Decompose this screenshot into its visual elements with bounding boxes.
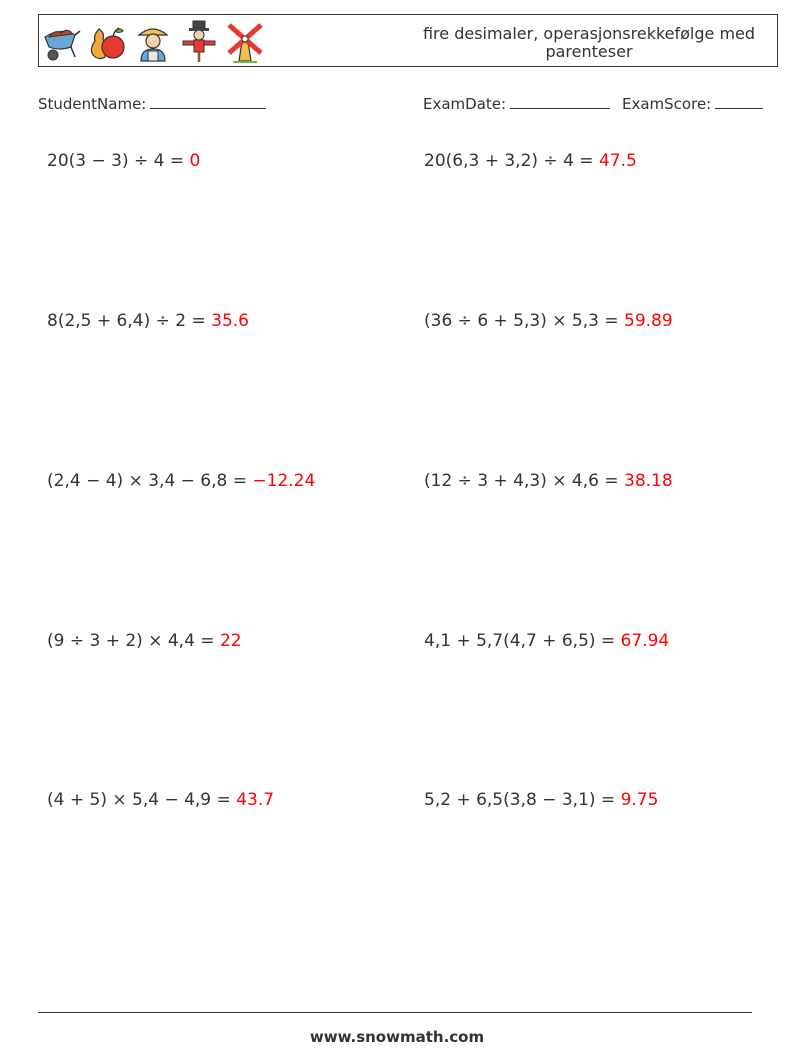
worksheet-header — [38, 14, 778, 67]
problem-8 — [424, 631, 669, 651]
worksheet-title: fire desimaler, operasjonsrekkefølge med parenteser — [422, 24, 756, 61]
exam-date-blank[interactable] — [510, 94, 610, 109]
exam-score-blank[interactable] — [715, 94, 763, 109]
exam-score-field — [622, 94, 763, 113]
fruit-icon — [87, 19, 127, 63]
windmill-icon — [225, 19, 265, 63]
problem-expression: (2,4 − 4) × 3,4 − 6,8 = — [47, 471, 253, 491]
problem-answer: 22 — [219, 631, 242, 651]
problem-answer: 35.6 — [211, 311, 249, 331]
problem-answer: 43.7 — [236, 790, 275, 810]
problem-expression: 5,2 + 6,5(3,8 − 3,1) = — [424, 790, 621, 810]
footer-url[interactable]: www.snowmath.com — [309, 1028, 485, 1046]
farmer-icon — [133, 19, 173, 63]
problem-6 — [424, 471, 673, 491]
student-name-field — [38, 94, 266, 113]
problem-expression: (4 + 5) × 5,4 − 4,9 = — [47, 790, 237, 810]
footer-divider — [38, 1012, 752, 1013]
problem-expression: (12 ÷ 3 + 4,3) × 4,6 = — [424, 471, 624, 491]
problem-3 — [47, 311, 249, 331]
problem-answer: 67.94 — [620, 631, 670, 651]
exam-score-label: ExamScore: — [622, 95, 712, 113]
problem-expression: 20(3 − 3) ÷ 4 = — [47, 151, 190, 171]
scarecrow-icon — [179, 19, 219, 63]
problem-answer: 0 — [189, 151, 201, 171]
student-name-blank[interactable] — [150, 94, 266, 109]
problem-expression: 8(2,5 + 6,4) ÷ 2 = — [47, 311, 212, 331]
problem-answer: 38.18 — [624, 471, 673, 491]
problem-expression: 20(6,3 + 3,2) ÷ 4 = — [424, 151, 599, 171]
problem-expression: (36 ÷ 6 + 5,3) × 5,3 = — [424, 311, 624, 331]
student-name-label: StudentName: — [38, 95, 147, 113]
header-icons — [41, 19, 265, 63]
exam-date-label: ExamDate: — [423, 95, 507, 113]
problem-5 — [47, 471, 315, 491]
problem-expression: 4,1 + 5,7(4,7 + 6,5) = — [424, 631, 621, 651]
problem-answer: 47.5 — [598, 151, 637, 171]
problem-expression: (9 ÷ 3 + 2) × 4,4 = — [47, 631, 220, 651]
problem-answer: 59.89 — [624, 311, 673, 331]
problem-answer: −12.24 — [252, 471, 316, 491]
problem-9 — [47, 790, 274, 810]
problem-10 — [424, 790, 658, 810]
exam-date-field — [423, 94, 610, 113]
problem-1 — [47, 151, 200, 171]
problem-4 — [424, 311, 673, 331]
problem-answer: 9.75 — [620, 790, 659, 810]
wheelbarrow-icon — [41, 19, 81, 63]
problem-7 — [47, 631, 242, 651]
problem-2 — [424, 151, 637, 171]
